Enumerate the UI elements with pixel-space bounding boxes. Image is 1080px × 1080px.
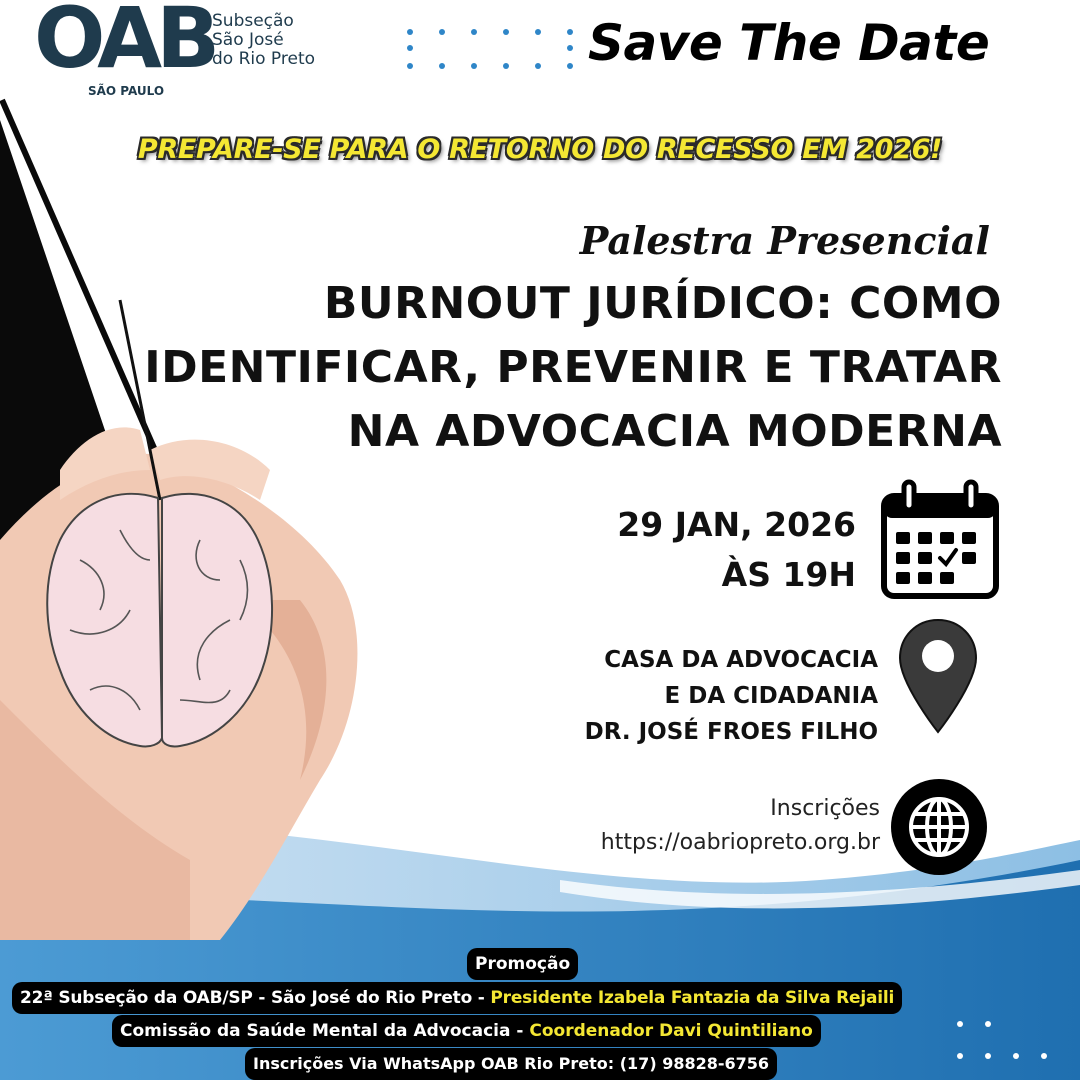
signup-url[interactable]: https://oabriopreto.org.br bbox=[600, 830, 880, 855]
subsecao-label bbox=[212, 12, 315, 69]
subsecao-line: do Rio Preto bbox=[212, 49, 316, 69]
logo-state: SÃO PAULO bbox=[88, 84, 165, 98]
subsecao-line: São José bbox=[212, 30, 284, 50]
event-time: ÀS 19H bbox=[721, 555, 856, 594]
subsecao-credit bbox=[12, 982, 902, 1014]
president-credit: Presidente Izabela Fantazia da Silva Rejaili bbox=[490, 988, 895, 1008]
event-title-line: BURNOUT JURÍDICO: COMO bbox=[323, 278, 1002, 329]
event-title-line: NA ADVOCACIA MODERNA bbox=[347, 406, 1002, 457]
subsecao-credit-text: 22ª Subseção da OAB/SP - São José do Rio Preto - bbox=[20, 988, 491, 1008]
signup-label: Inscrições bbox=[770, 796, 880, 821]
comissao-credit-text: Comissão da Saúde Mental da Advocacia - bbox=[120, 1021, 530, 1041]
event-date: 29 JAN, 2026 bbox=[617, 505, 856, 544]
event-type: Palestra Presencial bbox=[579, 218, 990, 263]
oab-logo bbox=[34, 0, 215, 98]
logo-wordmark: OAB bbox=[34, 0, 215, 87]
decorative-dots bbox=[952, 1016, 1062, 1066]
event-title bbox=[144, 272, 1002, 464]
event-title-line: IDENTIFICAR, PREVENIR E TRATAR bbox=[144, 342, 1002, 393]
venue-line: DR. JOSÉ FROES FILHO bbox=[584, 719, 878, 745]
signup-info bbox=[601, 792, 880, 860]
venue-line: CASA DA ADVOCACIA bbox=[604, 647, 878, 673]
globe-icon bbox=[890, 778, 988, 876]
whatsapp-signup: Inscrições Via WhatsApp OAB Rio Preto: (17) 98828-6756 bbox=[245, 1048, 777, 1080]
venue-line: E DA CIDADANIA bbox=[664, 683, 878, 709]
event-datetime bbox=[617, 500, 856, 600]
decorative-dots bbox=[404, 26, 579, 72]
subsecao-line: Subseção bbox=[212, 11, 294, 31]
event-venue bbox=[585, 642, 878, 750]
save-the-date-heading: Save The Date bbox=[588, 14, 990, 72]
calendar-icon bbox=[878, 478, 1002, 602]
comissao-credit bbox=[112, 1015, 821, 1047]
promo-label: Promoção bbox=[467, 948, 578, 980]
map-pin-icon bbox=[898, 618, 978, 736]
recess-banner: PREPARE-SE PARA O RETORNO DO RECESSO EM 2026! bbox=[137, 134, 943, 165]
coordinator-credit: Coordenador Davi Quintiliano bbox=[529, 1021, 813, 1041]
